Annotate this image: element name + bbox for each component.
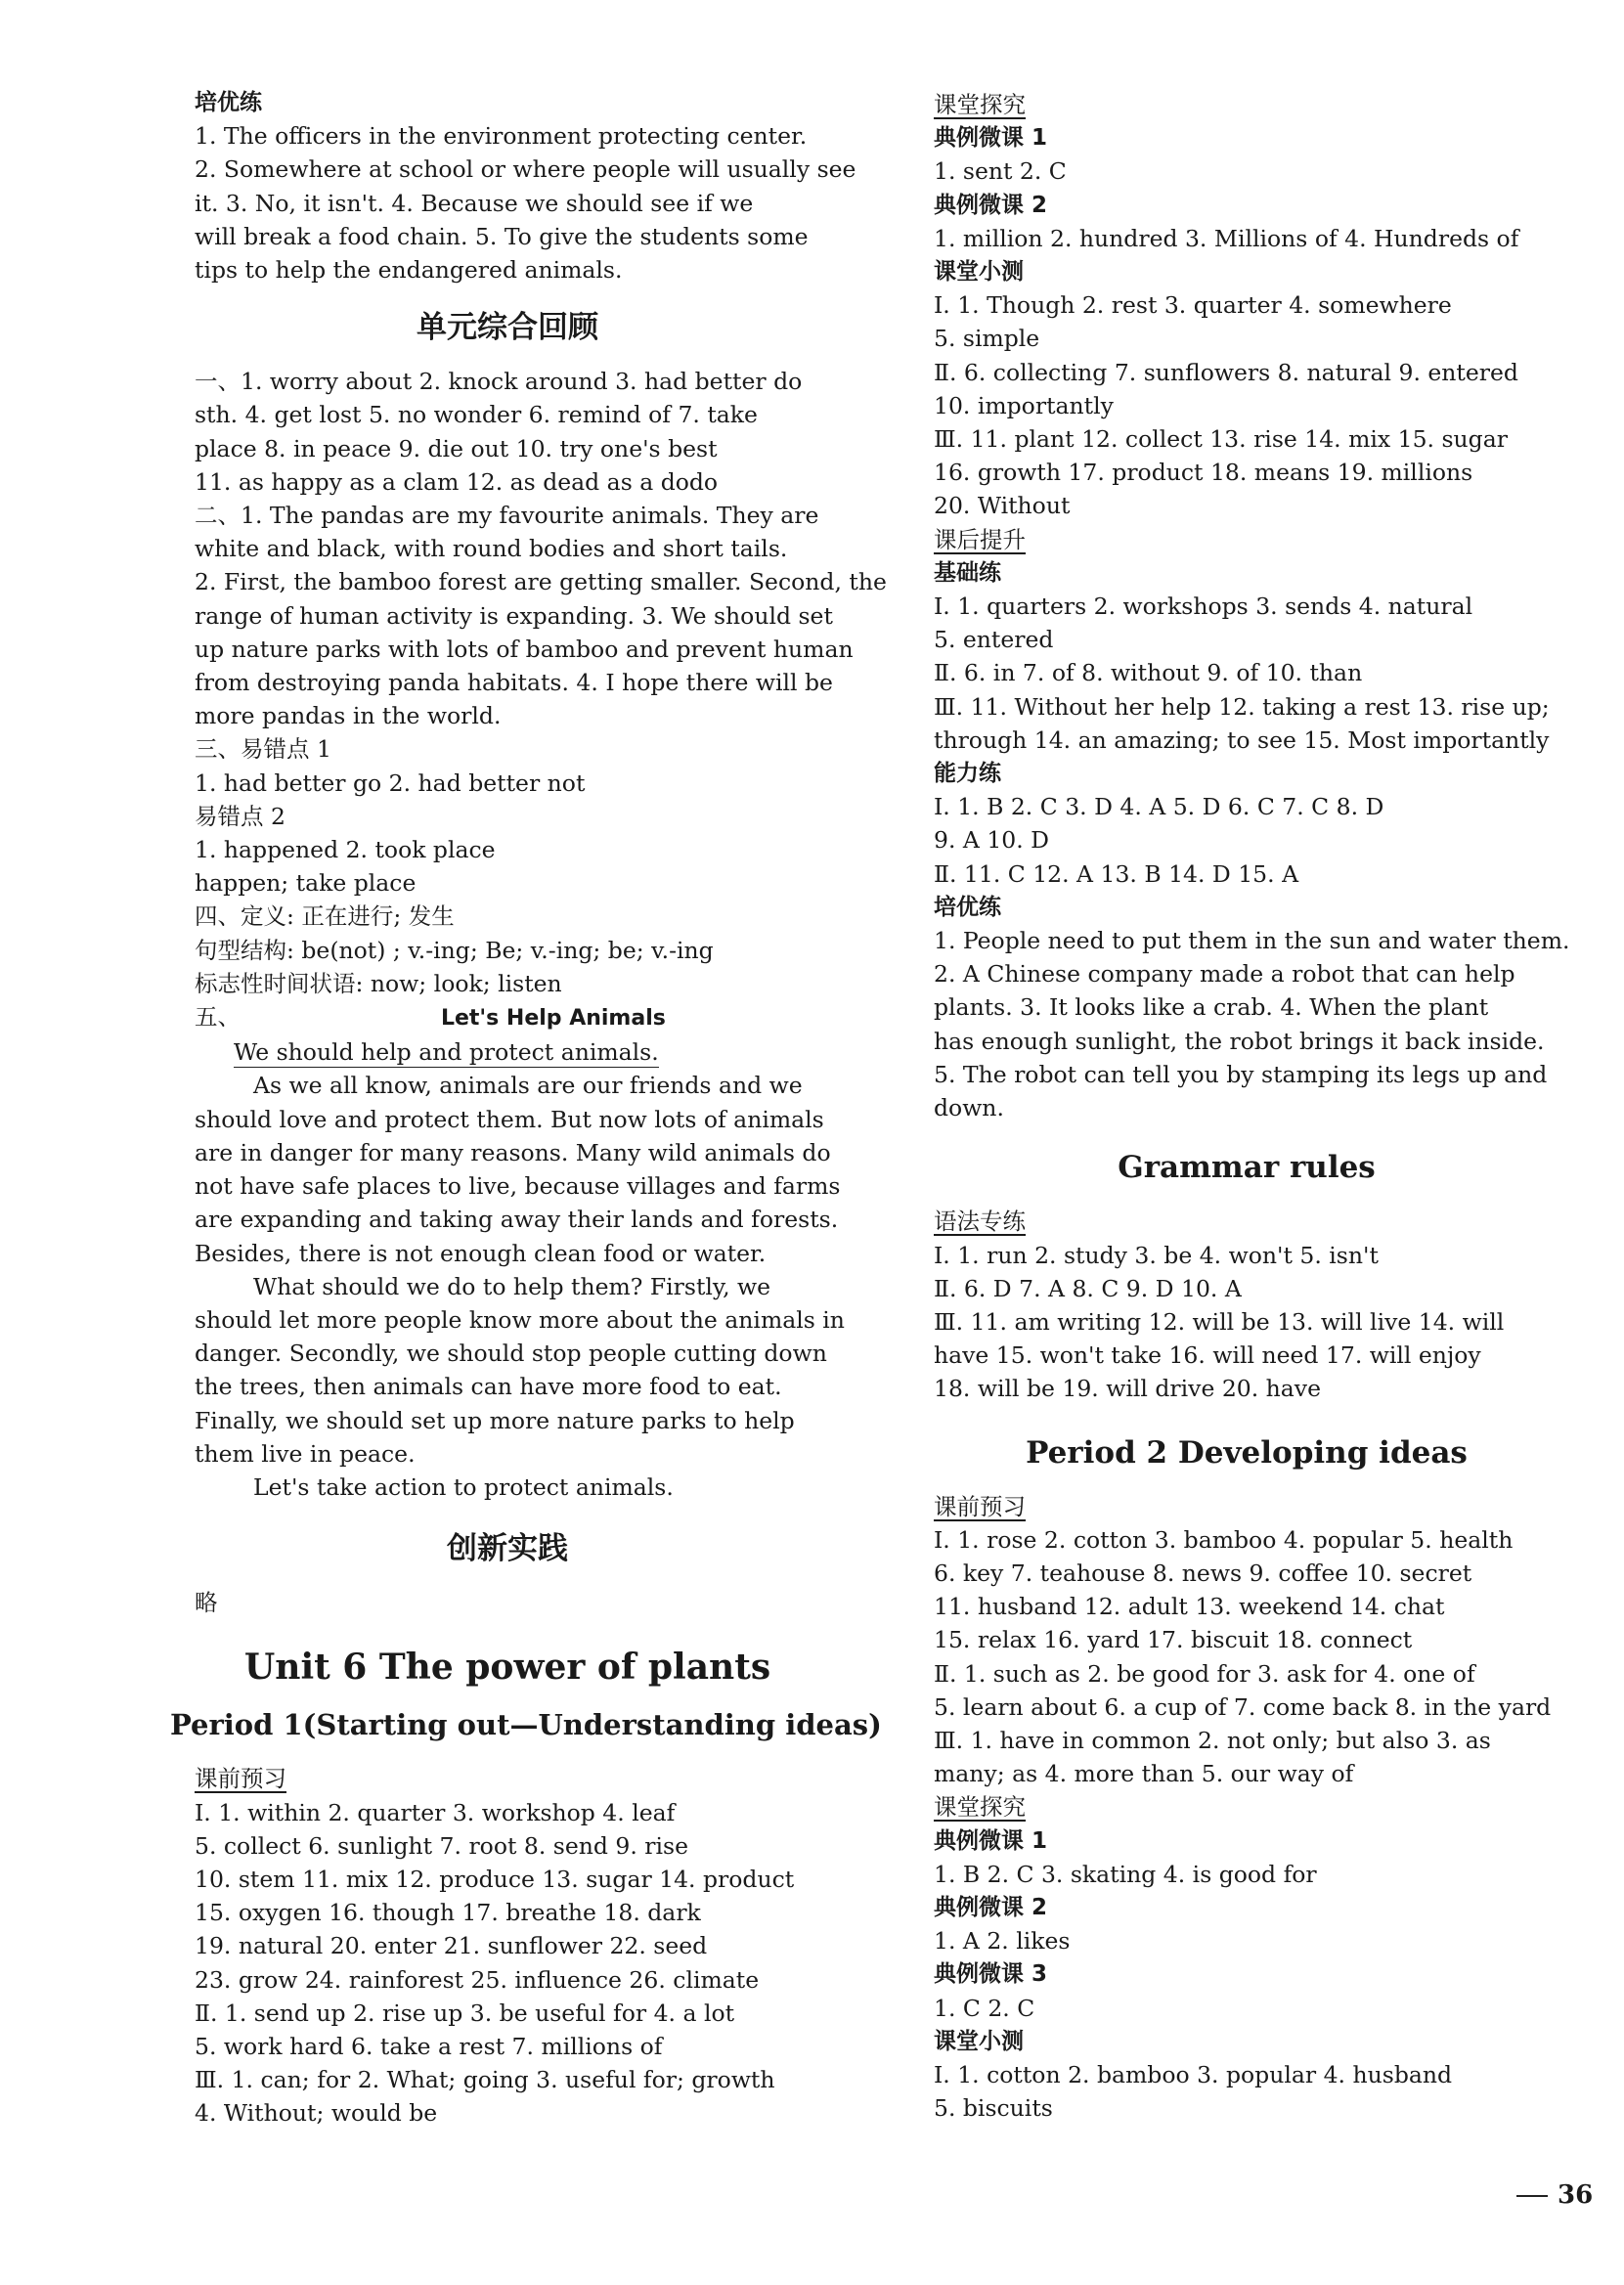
section-sublabel: 基础练 <box>934 559 1001 586</box>
answer-line: 标志性时间状语: now; look; listen <box>195 969 562 997</box>
answer-line: are expanding and taking away their lands and forests. <box>195 1206 839 1234</box>
right-column <box>934 88 1570 2125</box>
answer-line: 易错点 2 <box>195 802 285 830</box>
section-sublabel: 典例微课 2 <box>934 192 1048 218</box>
page-number: 36 <box>1516 2180 1624 2210</box>
answer-line: 9. A 10. D <box>934 826 1050 855</box>
answer-line: 1. A 2. likes <box>934 1927 1071 1955</box>
answer-line: 1. The officers in the environment protecting center. <box>195 122 808 151</box>
answer-line: 2. First, the bamboo forest are getting smaller. Second, the <box>195 568 887 596</box>
period2-heading: Period 2 Developing ideas <box>1026 1434 1468 1471</box>
answer-line: have 15. won't take 16. will need 17. will enjoy <box>934 1341 1481 1370</box>
answer-line: tips to help the endangered animals. <box>195 256 623 285</box>
answer-line: not have safe places to live, because villages and farms <box>195 1172 841 1201</box>
answer-line: sth. 4. get lost 5. no wonder 6. remind of 7. take <box>195 401 758 429</box>
answer-line: Ⅱ. 1. send up 2. rise up 3. be useful for 4. a lot <box>195 1999 735 2027</box>
answer-line: down. <box>934 1094 1004 1122</box>
answer-line: up nature parks with lots of bamboo and prevent human <box>195 635 854 663</box>
answer-line: white and black, with round bodies and short tails. <box>195 535 788 563</box>
answer-line: 15. oxygen 16. though 17. breathe 18. dark <box>195 1899 701 1927</box>
answer-line: 1. B 2. C 3. skating 4. is good for <box>934 1860 1317 1888</box>
grammar-heading: Grammar rules <box>1118 1150 1376 1186</box>
preview2-answers <box>934 1523 1559 1791</box>
peiyou-title: 培优练 <box>195 90 262 115</box>
section-sublabel: 培优练 <box>934 894 1001 920</box>
after-label: 课后提升 <box>934 525 1026 553</box>
answer-line: should let more people know more about the animals in <box>195 1305 845 1334</box>
answer-line: Ⅰ. 1. Though 2. rest 3. quarter 4. somewhere <box>934 291 1452 320</box>
answer-line: range of human activity is expanding. 3. We should set <box>195 601 833 630</box>
answer-line: 15. relax 16. yard 17. biscuit 18. connect <box>934 1626 1413 1654</box>
answer-line: danger. Secondly, we should stop people cutting down <box>195 1340 827 1368</box>
answer-line: plants. 3. It looks like a crab. 4. When the plant <box>934 993 1489 1022</box>
section-sublabel: 典例微课 2 <box>934 1894 1048 1920</box>
answer-line: 10. stem 11. mix 12. produce 13. sugar 14. product <box>195 1865 795 1893</box>
answer-line: Ⅱ. 1. such as 2. be good for 3. ask for 4. one of <box>934 1659 1475 1688</box>
preview2-label: 课前预习 <box>934 1492 1026 1520</box>
explore2-label: 课堂探究 <box>934 1793 1026 1822</box>
answer-line: 四、定义: 正在进行; 发生 <box>195 902 455 931</box>
answer-line: As we all know, animals are our friends and we <box>253 1072 803 1100</box>
answer-line: 一、1. worry about 2. knock around 3. had better do <box>195 368 803 396</box>
essay-title: Let's Help Animals <box>440 1006 666 1032</box>
answer-line: Ⅱ. 11. C 12. A 13. B 14. D 15. A <box>934 859 1299 888</box>
answer-line: 11. as happy as a clam 12. as dead as a dodo <box>195 467 719 496</box>
answer-line: 18. will be 19. will drive 20. have <box>934 1375 1321 1403</box>
section-sublabel: 典例微课 1 <box>934 125 1048 152</box>
review-answers <box>195 365 887 1000</box>
page-dash <box>1516 2195 1548 2197</box>
answer-line: What should we do to help them? Firstly, we <box>253 1272 771 1300</box>
answer-line: Ⅰ. 1. within 2. quarter 3. workshop 4. leaf <box>195 1798 676 1826</box>
answer-line: 6. key 7. teahouse 8. news 9. coffee 10. secret <box>934 1559 1472 1587</box>
answer-line: 16. growth 17. product 18. means 19. millions <box>934 459 1473 487</box>
preview-label: 课前预习 <box>195 1765 286 1793</box>
answer-line: 5. simple <box>934 325 1040 353</box>
explore2-answers <box>934 1824 1559 2126</box>
section-sublabel: 课堂小测 <box>934 2028 1024 2054</box>
review-heading: 单元综合回顾 <box>417 310 598 346</box>
section-sublabel: 能力练 <box>934 761 1001 787</box>
answer-line: Let's take action to protect animals. <box>253 1472 674 1501</box>
answer-line: the trees, then animals can have more food to eat. <box>195 1373 782 1401</box>
answer-line: should love and protect them. But now lots of animals <box>195 1105 824 1133</box>
answer-line: Ⅰ. 1. rose 2. cotton 3. bamboo 4. popular 5. health <box>934 1525 1514 1554</box>
left-column <box>170 86 887 2131</box>
answer-line: Ⅲ. 1. have in common 2. not only; but also 3. as <box>934 1726 1491 1754</box>
peiyou-answers <box>195 119 856 286</box>
answer-line: 5. The robot can tell you by stamping its legs up and <box>934 1060 1548 1088</box>
unit-heading: Unit 6 The power of plants <box>243 1647 771 1689</box>
answer-line: 二、1. The pandas are my favourite animals. They are <box>195 502 819 530</box>
answer-line: Besides, there is not enough clean food or water. <box>195 1239 767 1267</box>
answer-line: Ⅱ. 6. D 7. A 8. C 9. D 10. A <box>934 1274 1242 1302</box>
grammar-answers <box>934 1239 1559 1406</box>
answer-line: 23. grow 24. rainforest 25. influence 26. climate <box>195 1965 760 1994</box>
answer-line: 2. Somewhere at school or where people will usually see <box>195 155 856 184</box>
answer-line: Ⅰ. 1. B 2. C 3. D 4. A 5. D 6. C 7. C 8. D <box>934 793 1384 821</box>
answer-line: 20. Without <box>934 492 1071 520</box>
answer-line: 19. natural 20. enter 21. sunflower 22. seed <box>195 1932 708 1960</box>
answer-line: Ⅱ. 6. collecting 7. sunflowers 8. natural 9. entered <box>934 358 1518 386</box>
section-sublabel: 课堂小测 <box>934 259 1024 286</box>
answer-line: through 14. an amazing; to see 15. Most importantly <box>934 725 1550 754</box>
answer-line: 1. sent 2. C <box>934 157 1067 186</box>
answer-line: 1. People need to put them in the sun and water them. <box>934 927 1570 955</box>
answer-line: Ⅲ. 11. am writing 12. will be 13. will live 14. will <box>934 1307 1505 1336</box>
answer-line: place 8. in peace 9. die out 10. try one's best <box>195 434 718 462</box>
answer-line: 5. learn about 6. a cup of 7. come back 8. in the yard <box>934 1692 1552 1721</box>
innovation-text: 略 <box>195 1589 218 1617</box>
section-sublabel: 典例微课 3 <box>934 1961 1048 1988</box>
answer-line: happen; take place <box>195 869 417 898</box>
answer-line: 1. had better go 2. had better not <box>195 769 586 797</box>
answer-line: Ⅰ. 1. cotton 2. bamboo 3. popular 4. husband <box>934 2060 1453 2088</box>
answer-line: 5. biscuits <box>934 2094 1053 2123</box>
essay-prefix: 五、 <box>195 1003 241 1032</box>
answer-line: them live in peace. <box>195 1439 416 1468</box>
essay-subtitle: We should help and protect animals. <box>234 1038 659 1067</box>
answer-line: 11. husband 12. adult 13. weekend 14. chat <box>934 1593 1445 1621</box>
essay-subtitle-line <box>195 1035 820 1069</box>
section-sublabel: 典例微课 1 <box>934 1827 1048 1854</box>
answer-line: more pandas in the world. <box>195 702 502 730</box>
grammar-label: 语法专练 <box>934 1208 1026 1236</box>
essay-title-line <box>195 1000 820 1035</box>
answer-line: many; as 4. more than 5. our way of <box>934 1760 1354 1788</box>
period1-heading: Period 1(Starting out—Understanding ideas) <box>170 1708 882 1742</box>
answer-line: has enough sunlight, the robot brings it back inside. <box>934 1027 1545 1055</box>
explore-label: 课堂探究 <box>934 91 1026 118</box>
answer-line: Ⅲ. 11. Without her help 12. taking a rest 13. rise up; <box>934 692 1550 721</box>
answer-line: 三、易错点 1 <box>195 735 331 764</box>
answer-line: it. 3. No, it isn't. 4. Because we should see if we <box>195 189 754 217</box>
answer-line: 1. C 2. C <box>934 1994 1035 2022</box>
answer-line: 5. entered <box>934 626 1054 654</box>
answer-line: 5. work hard 6. take a rest 7. millions of <box>195 2032 663 2060</box>
answer-line: 1. million 2. hundred 3. Millions of 4. Hundreds of <box>934 224 1519 252</box>
answer-line: Ⅱ. 6. in 7. of 8. without 9. of 10. than <box>934 659 1363 687</box>
after-answers <box>934 556 1570 1124</box>
preview-answers <box>195 1796 820 2131</box>
answer-line: Ⅰ. 1. quarters 2. workshops 3. sends 4. natural <box>934 593 1473 621</box>
answer-line: 1. happened 2. took place <box>195 836 496 864</box>
answer-line: from destroying panda habitats. 4. I hope there will be <box>195 669 833 697</box>
answer-line: Ⅲ. 1. can; for 2. What; going 3. useful for; growth <box>195 2066 775 2094</box>
explore-answers <box>934 121 1559 522</box>
answer-line: 10. importantly <box>934 391 1114 419</box>
answer-line: Ⅲ. 11. plant 12. collect 13. rise 14. mix 15. sugar <box>934 425 1508 454</box>
answer-line: are in danger for many reasons. Many wild animals do <box>195 1138 831 1166</box>
essay-body <box>195 1069 845 1504</box>
answer-line: 4. Without; would be <box>195 2099 438 2128</box>
answer-line: 5. collect 6. sunlight 7. root 8. send 9. rise <box>195 1831 689 1860</box>
answer-line: 2. A Chinese company made a robot that can help <box>934 960 1515 989</box>
answer-line: 句型结构: be(not) ; v.-ing; Be; v.-ing; be; v.-ing <box>195 936 714 964</box>
answer-line: Ⅰ. 1. run 2. study 3. be 4. won't 5. isn't <box>934 1241 1379 1269</box>
answer-line: will break a food chain. 5. To give the students some <box>195 222 809 250</box>
innovation-heading: 创新实践 <box>447 1531 568 1567</box>
answer-line: Finally, we should set up more nature parks to help <box>195 1406 795 1434</box>
